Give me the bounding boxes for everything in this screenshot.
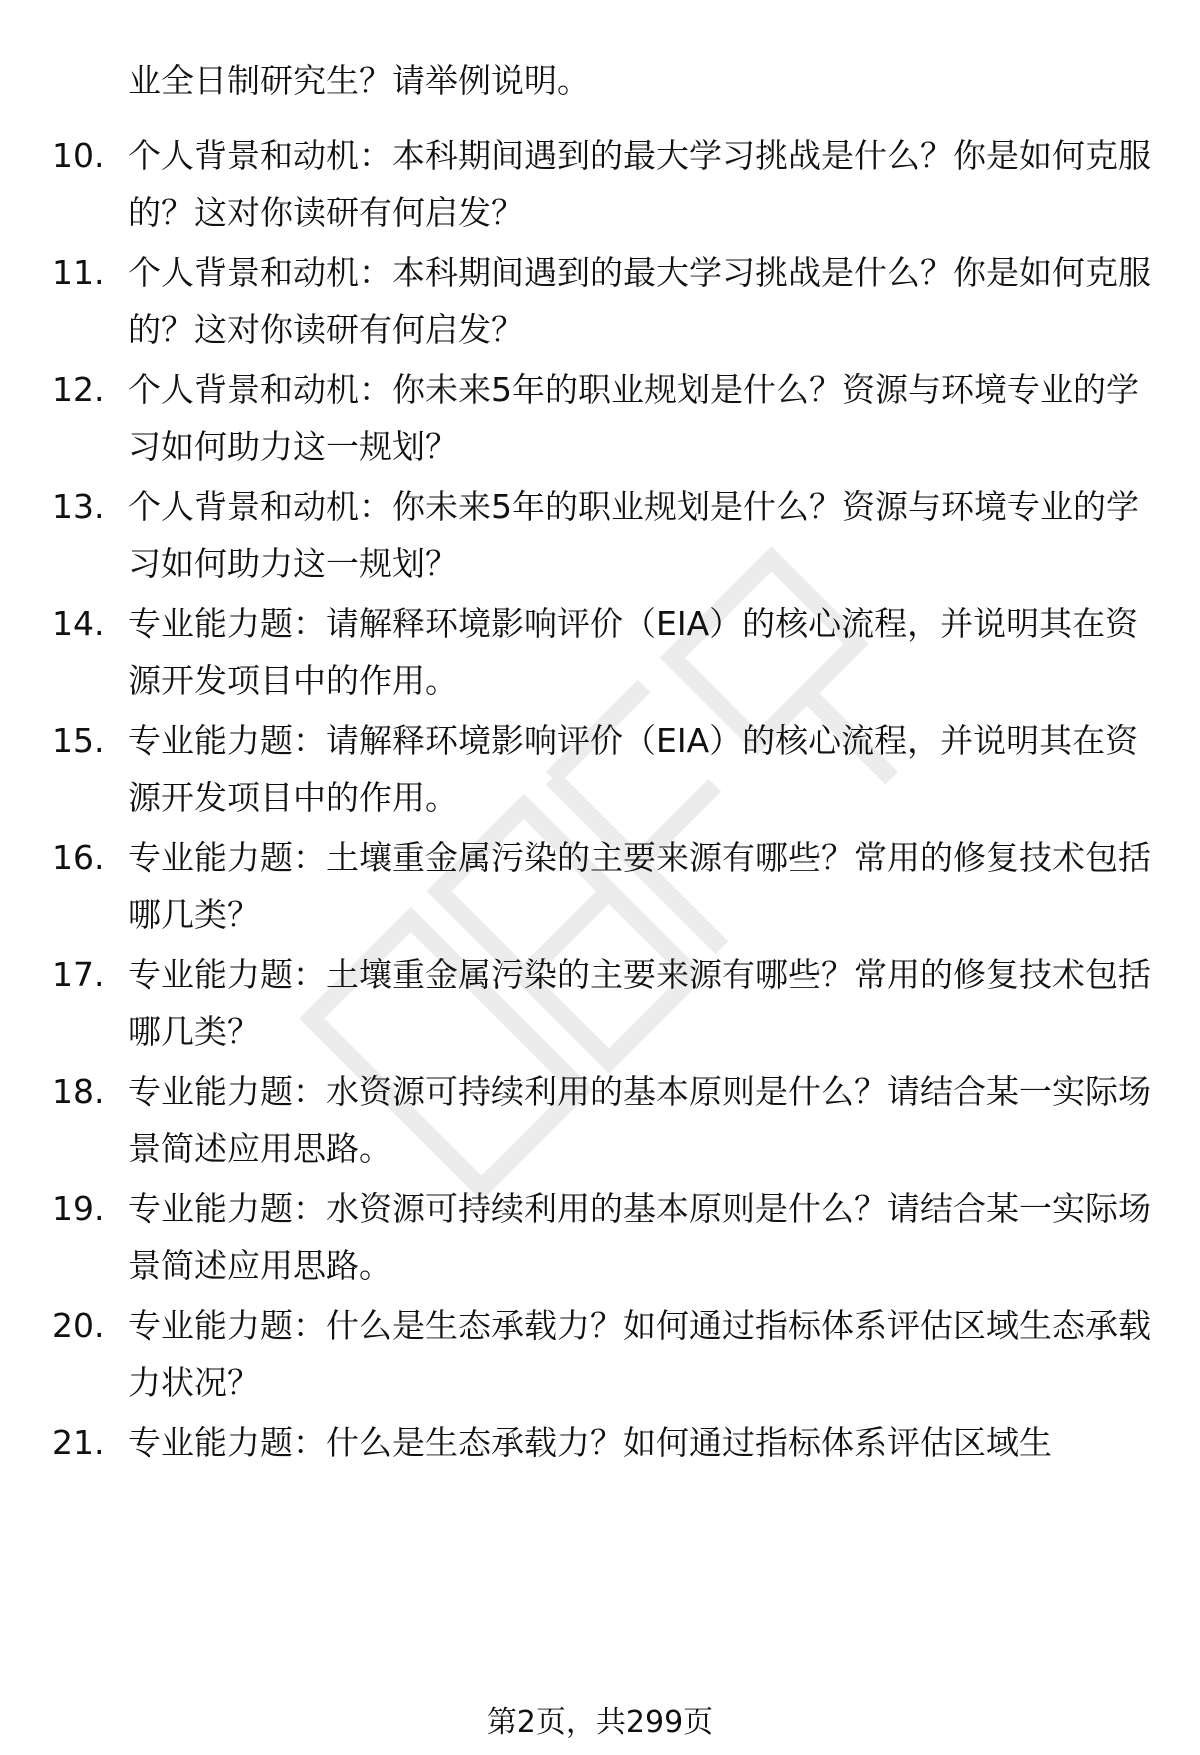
item-number: 20. <box>52 1306 105 1345</box>
item-number: 21. <box>52 1423 105 1462</box>
item-text: 专业能力题：土壤重金属污染的主要来源有哪些？常用的修复技术包括哪几类？ <box>128 955 1151 1051</box>
item-text: 个人背景和动机：本科期间遇到的最大学习挑战是什么？你是如何克服的？这对你读研有何启发？ <box>128 136 1151 232</box>
continued-text: 业全日制研究生？请举例说明。 <box>128 61 590 100</box>
item-number: 17. <box>52 955 105 994</box>
item-text: 个人背景和动机：本科期间遇到的最大学习挑战是什么？你是如何克服的？这对你读研有何启发？ <box>128 253 1151 349</box>
item-text: 专业能力题：水资源可持续利用的基本原则是什么？请结合某一实际场景简述应用思路。 <box>128 1189 1151 1285</box>
item-number: 10. <box>52 136 105 175</box>
item-text: 专业能力题：什么是生态承载力？如何通过指标体系评估区域生 <box>128 1423 1052 1462</box>
item-text: 个人背景和动机：你未来5年的职业规划是什么？资源与环境专业的学习如何助力这一规划？ <box>128 487 1139 583</box>
page-footer: 第2页，共299页 <box>486 1705 714 1740</box>
item-text: 个人背景和动机：你未来5年的职业规划是什么？资源与环境专业的学习如何助力这一规划？ <box>128 370 1139 466</box>
item-number: 12. <box>52 370 105 409</box>
item-text: 专业能力题：水资源可持续利用的基本原则是什么？请结合某一实际场景简述应用思路。 <box>128 1072 1151 1168</box>
item-number: 13. <box>52 487 105 526</box>
item-text: 专业能力题：请解释环境影响评价（EIA）的核心流程，并说明其在资源开发项目中的作用。 <box>128 721 1139 817</box>
item-number: 15. <box>52 721 105 760</box>
item-number: 11. <box>52 253 105 292</box>
item-text: 专业能力题：土壤重金属污染的主要来源有哪些？常用的修复技术包括哪几类？ <box>128 838 1151 934</box>
item-number: 16. <box>52 838 105 877</box>
item-number: 19. <box>52 1189 105 1228</box>
item-number: 14. <box>52 604 105 643</box>
item-text: 专业能力题：什么是生态承载力？如何通过指标体系评估区域生态承载力状况？ <box>128 1306 1151 1402</box>
item-number: 18. <box>52 1072 105 1111</box>
item-text: 专业能力题：请解释环境影响评价（EIA）的核心流程，并说明其在资源开发项目中的作用。 <box>128 604 1139 700</box>
